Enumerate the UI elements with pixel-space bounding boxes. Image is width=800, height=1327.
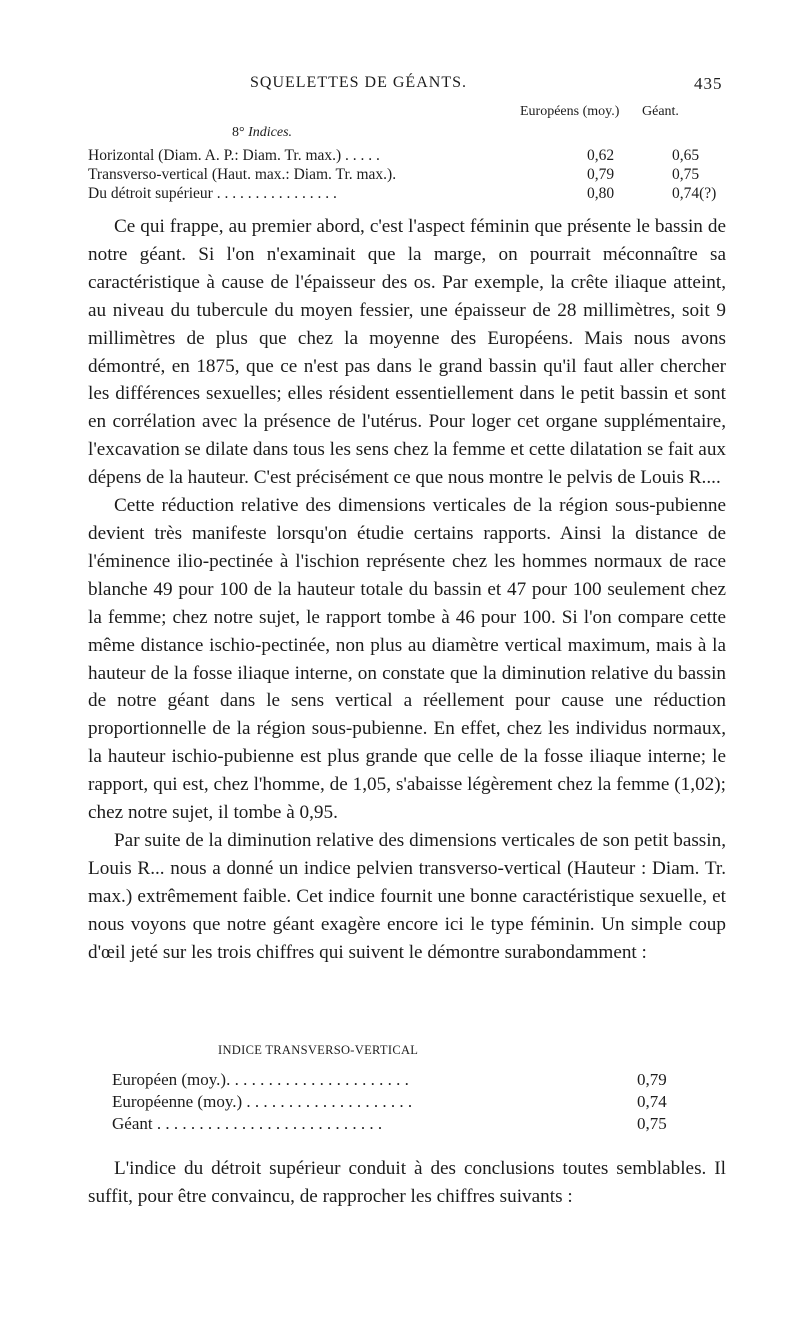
row-label: Européenne (moy.) . . . . . . . . . . . . . . . . . . . . [112, 1092, 413, 1111]
section-title [232, 125, 292, 141]
section-title-text: Indices. [248, 125, 293, 140]
table-row [112, 1070, 712, 1092]
row-label: Géant . . . . . . . . . . . . . . . . . . . . . . . . . . . [112, 1114, 383, 1133]
indices-table [88, 147, 728, 204]
table-row [88, 147, 728, 166]
page-header [0, 74, 800, 96]
closing-text [88, 1155, 726, 1211]
row-value-geant: 0,75 [672, 166, 700, 183]
row-value-europeens: 0,62 [587, 147, 615, 164]
running-title: SQUELETTES DE GÉANTS. [250, 74, 467, 91]
paragraph: Par suite de la diminution relative des dimensions verticales de son petit bassin, Louis R... nous a donné un indice pelvien transverso-vertical (Hauteur : Diam. Tr. max.) extrêmement faible. Cet indice fournit une bonne caractéristique sexuelle, et nous voyons que notre géant exagère encore ici le type féminin. Un simple coup d'œil jeté sur les trois chiffres qui suivent le démontre surabondamment : [88, 829, 726, 963]
row-value-europeens: 0,80 [587, 185, 615, 202]
column-header-europeens: Européens (moy.) [520, 104, 620, 119]
row-value-europeens: 0,79 [587, 166, 615, 183]
paragraph: Ce qui frappe, au premier abord, c'est l'aspect féminin que présente le bassin de notre géant. Si l'on n'examinait que la marge, on pourrait méconnaître sa caractéristique à cause de l'épaisseur des os. Par exemple, la crête iliaque atteint, au niveau du tubercule du moyen fessier, une épaisseur de 28 millimètres, soit 9 millimètres de plus que chez la moyenne des Européens. Mais nous avons démontré, en 1875, que ce n'est pas dans le grand bassin qu'il faut aller chercher les différences sexuelles; elles résident essentiellement dans le petit bassin et sont en corrélation avec la présence de l'utérus. Pour loger cet organe supplémentaire, l'excavation se dilate dans tous les sens chez la femme et cette dilatation se fait aux dépens de la hauteur. C'est précisément ce que nous montre le pelvis de Louis R.... [88, 216, 727, 489]
row-value: 0,74 [637, 1092, 667, 1111]
section-number: 8° [232, 125, 245, 140]
indice-table [112, 1070, 712, 1136]
row-label: Horizontal (Diam. A. P.: Diam. Tr. max.) . . . . . [88, 147, 380, 164]
table-row [112, 1114, 712, 1136]
row-value: 0,75 [637, 1114, 667, 1133]
row-label: Européen (moy.). . . . . . . . . . . . . . . . . . . . . . [112, 1070, 409, 1089]
page-number: 435 [694, 74, 723, 93]
table-row [88, 166, 728, 185]
column-headers [0, 104, 800, 124]
table-row [112, 1092, 712, 1114]
row-value-geant: 0,65 [672, 147, 700, 164]
column-header-geant: Géant. [642, 104, 679, 119]
row-label: Transverso-vertical (Haut. max.: Diam. Tr. max.). [88, 166, 397, 183]
row-label: Du détroit supérieur . . . . . . . . . . . . . . . . [88, 185, 337, 202]
row-value: 0,79 [637, 1070, 667, 1089]
body-text [88, 213, 726, 966]
table-row [88, 185, 728, 204]
paragraph: L'indice du détroit supérieur conduit à des conclusions toutes semblables. Il suffit, pour être convaincu, de rapprocher les chiffres suivants : [88, 1158, 726, 1207]
row-value-geant: 0,74(?) [672, 185, 717, 202]
paragraph: Cette réduction relative des dimensions verticales de la région sous-pubienne devient très manifeste lorsqu'on étudie certains rapports. Ainsi la distance de l'éminence ilio-pectinée à l'ischion représente chez les hommes normaux de race blanche 49 pour 100 de la hauteur totale du bassin et 47 pour 100 seulement chez la femme; chez notre sujet, le rapport tombe à 46 pour 100. Si l'on compare cette même distance ischio-pectinée, non plus au diamètre vertical maximum, mais à la hauteur de la fosse iliaque interne, on constate que la diminution relative du bassin de notre géant dans le sens vertical a réellement pour cause une réduction proportionnelle de la région sous-pubienne. En effet, chez les individus normaux, la hauteur ischio-pubienne est plus grande que celle de la fosse iliaque interne; le rapport, qui est, chez l'homme, de 1,05, s'abaisse légèrement chez la femme (1,02); chez notre sujet, il tombe à 0,95. [88, 495, 726, 824]
indice-table-title: INDICE TRANSVERSO-VERTICAL [218, 1043, 419, 1057]
